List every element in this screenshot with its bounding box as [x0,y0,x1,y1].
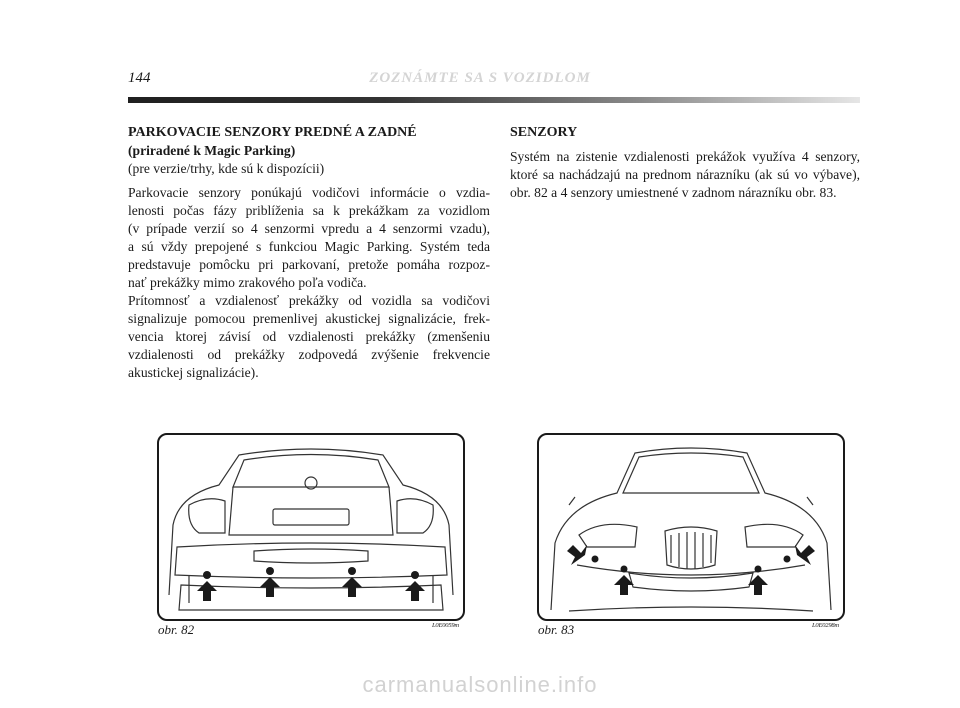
section-title: ZOZNÁMTE SA S VOZIDLOM [369,70,591,86]
header-rule [128,97,860,103]
figure-83-code: L0E0298m [812,622,839,629]
paragraph-2-line: signalizuje pomocou premenlivej akustickej signalizácie, frek- [128,311,490,326]
sensors-heading: SENZORY [510,125,578,140]
sensors-paragraph-line: ktoré sa nachádzajú na prednom nárazníku (ak sú vo výbave), [510,167,860,182]
paragraph-2-line: vencia ktorej závisí od vzdialenosti prekážky (zmenšeniu [128,329,490,344]
paragraph-2-line: akustickej signalizácie). [128,365,259,380]
paragraph-1-line: nať prekážky mimo zrakového poľa vodiča. [128,275,367,290]
rear-car-illustration [159,435,463,619]
availability-note: (pre verzie/trhy, kde sú k dispozícii) [128,161,325,176]
figure-82-caption: obr. 82 [158,622,195,637]
sensors-paragraph-line: Systém na zistenie vzdialenosti prekážok využíva 4 senzory, [510,149,860,164]
paragraph-1-line: a sú vždy prepojené s funkciou Magic Parking. Systém teda [128,239,490,254]
paragraph-1-line: lenosti počas fázy priblíženia sa k prekážkam za vozidlom [128,203,490,218]
figure-82-rear-view [157,433,465,621]
watermark: carmanualsonline.info [362,672,598,697]
sensors-paragraph-line: obr. 82 a 4 senzory umiestnené v zadnom nárazníku obr. 83. [510,185,837,200]
figure-83-front-view [537,433,845,621]
paragraph-1-line: (v prípade verzií so 4 senzormi vpredu a 4 senzormi vzadu), [128,221,490,236]
right-column [510,124,860,202]
paragraph-2-line: vzdialenosti od prekážky zodpovedá zvýšenie frekvencie [128,347,490,362]
paragraph-1-line: Parkovacie senzory ponúkajú vodičovi informácie o vzdia- [128,185,490,200]
paragraph-1 [128,184,490,292]
magic-parking-subheading: (priradené k Magic Parking) [128,143,296,158]
figure-83-caption: obr. 83 [538,622,575,637]
paragraph-2-line: Prítomnosť a vzdialenosť prekážky od vozidla sa vodičovi [128,293,490,308]
sensors-paragraph [510,148,860,202]
parking-sensors-heading: PARKOVACIE SENZORY PREDNÉ A ZADNÉ [128,125,417,140]
paragraph-1-line: predstavuje pomôcku pri parkovaní, pretože pomáha rozpoz- [128,257,490,272]
page-number: 144 [128,70,151,86]
front-car-illustration [539,435,843,619]
figure-82-code: L0E0059m [432,622,459,629]
paragraph-2 [128,292,490,382]
left-column [128,124,490,382]
